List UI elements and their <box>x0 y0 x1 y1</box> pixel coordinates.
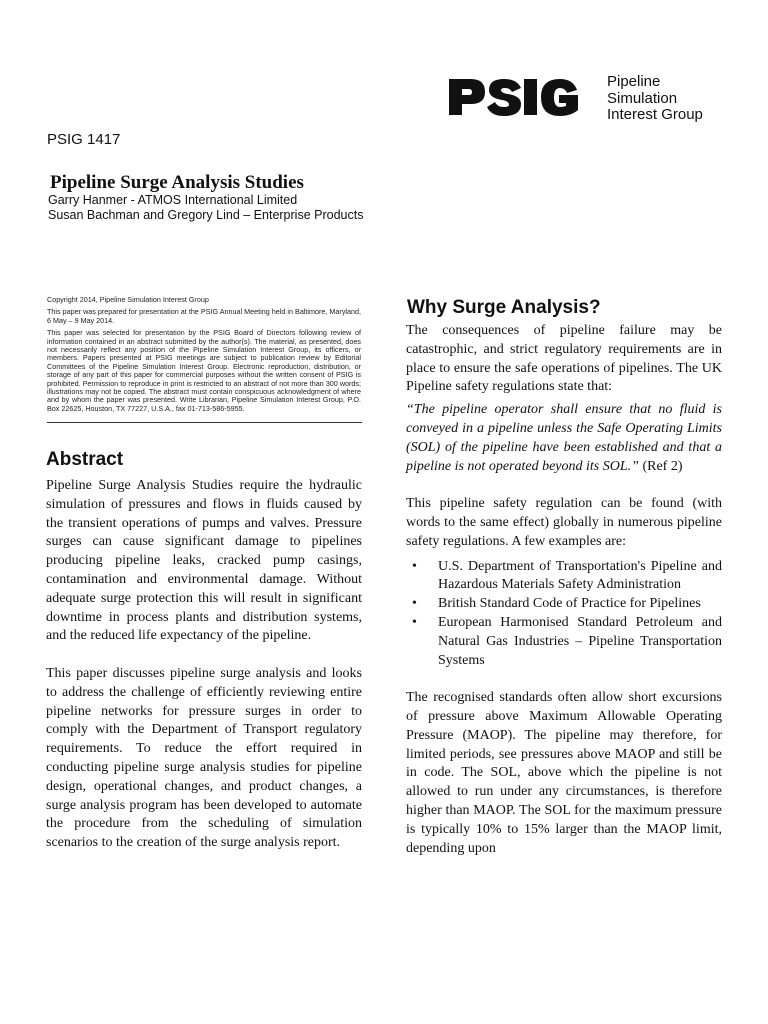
paper-title: Pipeline Surge Analysis Studies <box>50 172 304 193</box>
regulation-quote: “The pipeline operator shall ensure that no fluid is conveyed in a pipeline unless the Safe Operating Limits (SOL) of the pipeline have been established and that a pipeline is not operated beyond its SOL.” <box>406 402 722 474</box>
quote-reference: (Ref 2) <box>638 458 683 474</box>
paragraph-spacer <box>46 646 362 665</box>
why-surge-analysis-body <box>406 322 722 858</box>
list-item <box>406 558 722 596</box>
abstract-body <box>46 477 362 853</box>
list-item-text: U.S. Department of Transportation's Pipeline and Hazardous Materials Safety Administration <box>438 558 722 593</box>
psig-logo-wordmark <box>607 74 703 124</box>
list-item-text: British Standard Code of Practice for Pipelines <box>438 596 701 612</box>
paragraph-spacer <box>406 670 722 689</box>
abstract-paragraph: Pipeline Surge Analysis Studies require the hydraulic simulation of pressures and flows in fluids caused by the transient operations of pumps and valves. Pressure surges can cause significant damage to pipelines producing pipeline leaks, cracked pump casings, contamination and environmental damage. Without adequate surge protection this will result in significant downtime in process plants and distribution systems, and the reduced life expectancy of the pipeline. <box>46 478 362 644</box>
regulation-quote-paragraph <box>406 401 722 476</box>
author-line: Susan Bachman and Gregory Lind – Enterprise Products <box>48 207 364 222</box>
why-intro-paragraph: The consequences of pipeline failure may be catastrophic, and strict regulatory requirements are in place to ensure the safe operations of pipelines. The UK Pipeline safety regulations state that: <box>406 323 722 395</box>
logo-line-3: Interest Group <box>607 106 703 123</box>
copyright-divider <box>47 422 362 423</box>
selection-disclaimer: This paper was selected for presentation by the PSIG Board of Directors following review of information contained in an abstract submitted by the author(s). The material, as presented, does not necessarily reflect any position of the Pipeline Simulation Interest Group, its officers, or members. Papers presented at PSIG meetings are subject to publication review by Editorial Committees of the Pipeline Simulation Interest Group. Electronic reproduction, distribution, or storage of any part of this paper for commercial purposes without the written consent of PSIG is prohibited. Permission to reproduce in print is restricted to an abstract of not more than 300 words; illustrations may not be copied. The abstract must contain conspicuous acknowledgment of where and by whom the paper was presented. Write Librarian, Pipeline Simulation Interest Group, P.O. Box 22625, Houston, TX 77227, U.S.A., fax 01-713-586-5955. <box>47 328 361 413</box>
regulation-examples-list <box>406 558 722 671</box>
author-line: Garry Hanmer - ATMOS International Limited <box>48 193 298 207</box>
why-regulation-paragraph: This pipeline safety regulation can be found (with words to the same effect) globally in numerous pipeline safety regulations. A few examples are: <box>406 496 722 549</box>
bullet-icon: • <box>412 596 417 612</box>
bullet-icon: • <box>412 558 417 574</box>
bullet-icon: • <box>412 614 417 630</box>
psig-logo <box>447 74 737 126</box>
list-item-text: European Harmonised Standard Petroleum and Natural Gas Industries – Pipeline Transportation Systems <box>438 614 722 668</box>
copyright-line: Copyright 2014, Pipeline Simulation Interest Group <box>47 295 209 304</box>
logo-line-2: Simulation <box>607 89 678 107</box>
why-surge-analysis-heading: Why Surge Analysis? <box>407 297 601 318</box>
list-item <box>406 595 722 614</box>
list-item <box>406 614 722 670</box>
paper-number: PSIG 1417 <box>47 131 121 148</box>
abstract-heading: Abstract <box>46 449 124 470</box>
abstract-paragraph: This paper discusses pipeline surge analysis and looks to address the challenge of efficiently reviewing entire pipeline networks for pressure surges in order to comply with the Department of Transport regulatory requirements. To reduce the effort required in conducting pipeline surge analysis studies for pipeline design, operational changes, and product changes, a surge analysis program has been developed to automate the procedure from the scheduling of simulation scenarios to the creation of the surge analysis report. <box>46 665 362 851</box>
presentation-note: This paper was prepared for presentation at the PSIG Annual Meeting held in Baltimore, Maryland, 6 May – 9 May 2014. <box>47 307 361 325</box>
copyright-notice <box>47 296 361 417</box>
psig-logo-mark <box>447 76 597 118</box>
why-standards-paragraph: The recognised standards often allow short excursions of pressure above Maximum Allowable Operating Pressure (MAOP). The pipeline may therefore, for limited periods, see pressures above MAOP and still be in code. The SOL, above which the pipeline is not allowed to run under any circumstances, is therefore higher than MAOP. The SOL for the maximum pressure is typically 10% to 15% larger than the MAOP limit, depending upon <box>406 690 722 856</box>
author-list <box>48 193 363 222</box>
paragraph-spacer <box>406 476 722 495</box>
logo-line-1: Pipeline <box>607 73 661 90</box>
